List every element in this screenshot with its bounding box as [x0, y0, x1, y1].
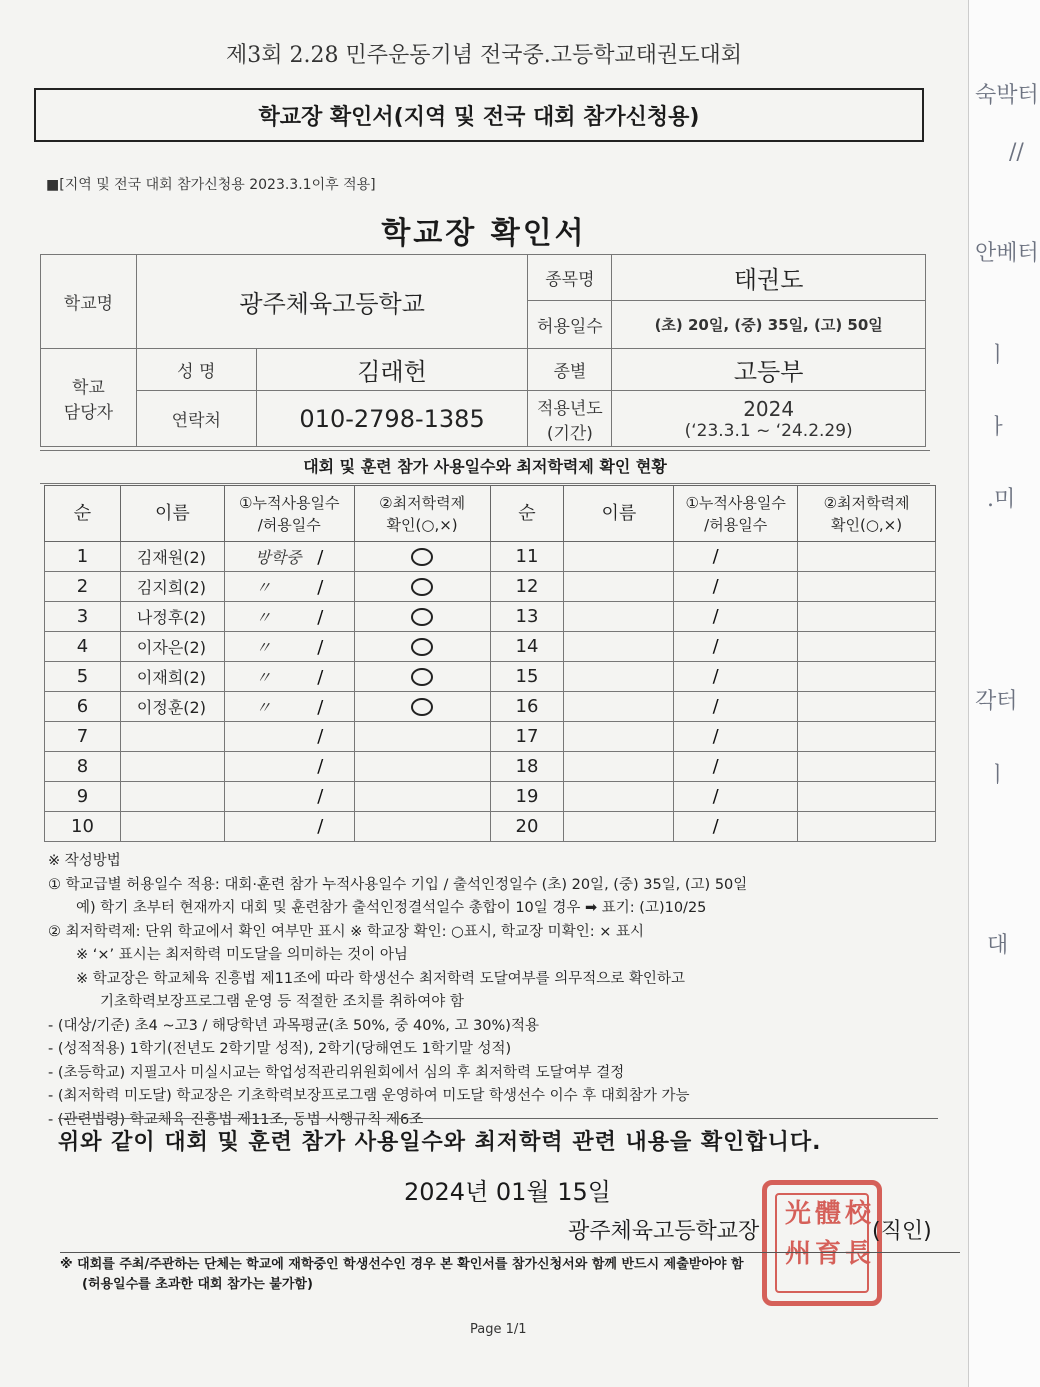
days-cell — [224, 572, 354, 602]
check-cell — [798, 692, 936, 722]
check-cell — [798, 662, 936, 692]
sport-label: 종목명 — [528, 255, 612, 301]
row-no: 6 — [45, 692, 121, 722]
row-no: 1 — [45, 542, 121, 572]
check-cell — [354, 602, 490, 632]
days-cell — [674, 602, 798, 632]
days-cell — [674, 812, 798, 842]
row-no: 10 — [45, 812, 121, 842]
category-label: 종별 — [528, 349, 612, 391]
seal-note: (직인) — [872, 1219, 932, 1244]
days-handwritten: 〃 — [255, 578, 272, 597]
confirmation-statement: 위와 같이 대회 및 훈련 참가 사용일수와 최저학력 관련 내용을 확인합니다. — [58, 1118, 938, 1156]
col-days-line2: /허용일수 — [257, 515, 321, 534]
check-circle-mark — [411, 668, 433, 686]
slash-mark: / — [317, 637, 324, 658]
side-note: 안베터 — [975, 241, 1039, 266]
days-cell — [224, 722, 354, 752]
col-days-line1: ①누적사용일수 — [239, 493, 340, 512]
col-check-right — [798, 486, 936, 542]
check-cell — [354, 782, 490, 812]
student-name — [564, 692, 674, 722]
allowed-days-value: (초) 20일, (중) 35일, (고) 50일 — [612, 301, 926, 349]
days-handwritten: 〃 — [255, 638, 272, 657]
check-cell — [354, 662, 490, 692]
row-no: 19 — [490, 782, 564, 812]
name-value: 김래헌 — [256, 349, 528, 391]
slash-mark: / — [317, 667, 324, 688]
student-name: 김재원(2) — [120, 542, 224, 572]
table-row — [45, 812, 936, 842]
col-check-line1: ②최저학력제 — [379, 493, 466, 512]
check-cell — [798, 572, 936, 602]
adjacent-page-edge — [968, 0, 1040, 1387]
col-check-left — [354, 486, 490, 542]
col-days-line1: ①누적사용일수 — [685, 493, 786, 512]
days-cell — [224, 632, 354, 662]
slash-mark: / — [712, 606, 719, 627]
col-check-line1: ②최저학력제 — [823, 493, 910, 512]
side-note: // — [1009, 140, 1024, 165]
student-name: 나정후(2) — [120, 602, 224, 632]
instruction-line: ① 학교급별 허용일수 적용: 대회·훈련 참가 누적사용일수 기입 / 출석인정일수 (초) 20일, (중) 35일, (고) 50일 — [48, 876, 748, 893]
row-no: 18 — [490, 752, 564, 782]
col-check-line2: 확인(○,×) — [386, 515, 458, 534]
check-cell — [798, 722, 936, 752]
student-name — [564, 662, 674, 692]
check-cell — [354, 542, 490, 572]
row-no: 9 — [45, 782, 121, 812]
slash-mark: / — [317, 577, 324, 598]
instruction-line: ※ ‘×’ 표시는 최저학력 미도달을 의미하는 것이 아님 — [76, 947, 408, 963]
side-note: ㅣ — [987, 343, 1009, 368]
instruction-line: ※ 작성방법 — [48, 853, 121, 869]
slash-mark: / — [317, 607, 324, 628]
slash-mark: / — [712, 636, 719, 657]
check-cell — [798, 812, 936, 842]
side-note: ㅣ — [987, 763, 1009, 788]
allowed-days-label: 허용일수 — [528, 301, 612, 349]
slash-mark: / — [712, 696, 719, 717]
days-cell — [674, 632, 798, 662]
slash-mark: / — [317, 697, 324, 718]
check-cell — [354, 752, 490, 782]
check-cell — [354, 632, 490, 662]
table-row — [45, 692, 936, 722]
col-days-left — [224, 486, 354, 542]
days-cell — [224, 812, 354, 842]
school-label: 학교명 — [41, 255, 137, 349]
col-no-right: 순 — [490, 486, 564, 542]
contact-label: 연락처 — [136, 391, 256, 447]
year-value: 2024 — [743, 396, 795, 421]
col-days-line2: /허용일수 — [704, 515, 768, 534]
event-title: 제3회 2.28 민주운동기념 전국중.고등학교태권도대회 — [226, 43, 742, 68]
instruction-line: - (대상/기준) 초4 ~고3 / 해당학년 과목평균(초 50%, 중 40%, 고 30%)적용 — [48, 1017, 539, 1034]
check-circle-mark — [411, 638, 433, 656]
check-cell — [354, 722, 490, 752]
col-name-left: 이름 — [120, 486, 224, 542]
slash-mark: / — [317, 756, 324, 777]
slash-mark: / — [317, 726, 324, 747]
student-name: 이재희(2) — [120, 662, 224, 692]
footnote-line1: ※ 대회를 주최/주관하는 단체는 학교에 재학중인 학생선수인 경우 본 확인서를 참가신청서와 함께 반드시 제출받아야 함 — [60, 1257, 744, 1272]
side-note: ㅏ — [987, 415, 1009, 440]
row-no: 12 — [490, 572, 564, 602]
instruction-line: - (초등학교) 지필고사 미실시교는 학업성적관리위원회에서 심의 후 최저학력 도달여부 결정 — [48, 1064, 625, 1081]
row-no: 5 — [45, 662, 121, 692]
table-row — [45, 752, 936, 782]
check-cell — [354, 812, 490, 842]
student-name — [564, 632, 674, 662]
manager-label-line2: 담당자 — [63, 402, 114, 423]
table-row — [45, 602, 936, 632]
days-cell — [674, 782, 798, 812]
check-cell — [798, 782, 936, 812]
days-handwritten: 방학중 — [255, 548, 302, 567]
side-note: .미 — [987, 487, 1016, 512]
row-no: 4 — [45, 632, 121, 662]
col-no-left: 순 — [45, 486, 121, 542]
instruction-line: ② 최저학력제: 단위 학교에서 확인 여부만 표시 ※ 학교장 확인: ○표시, 학교장 미확인: × 표시 — [48, 923, 644, 940]
form-title: 학교장 확인서(지역 및 전국 대회 참가신청용) — [258, 104, 700, 130]
instruction-line: ※ 학교장은 학교체육 진흥법 제11조에 따라 학생선수 최저학력 도달여부를 의무적으로 확인하고 — [76, 970, 685, 987]
school-info-table — [40, 254, 926, 447]
slash-mark: / — [712, 786, 719, 807]
row-no: 11 — [490, 542, 564, 572]
name-label: 성 명 — [136, 349, 256, 391]
student-name: 김지희(2) — [120, 572, 224, 602]
check-cell — [354, 692, 490, 722]
side-note: 숙박터 — [975, 83, 1039, 108]
slash-mark: / — [712, 816, 719, 837]
instruction-line: - (관련법령) 학교체육 진흥법 제11조, 동법 시행규칙 제6조 — [48, 1111, 424, 1128]
row-no: 8 — [45, 752, 121, 782]
col-check-line2: 확인(○,×) — [830, 515, 903, 534]
page-number: Page 1/1 — [470, 1322, 527, 1337]
school-value: 광주체육고등학교 — [136, 255, 528, 349]
student-name: 이자은(2) — [120, 632, 224, 662]
days-cell — [674, 692, 798, 722]
slash-mark: / — [712, 546, 719, 567]
apply-note: ■[지역 및 전국 대회 참가신청용 2023.3.1이후 적용] — [46, 177, 376, 193]
row-no: 20 — [490, 812, 564, 842]
days-cell — [224, 692, 354, 722]
check-cell — [354, 572, 490, 602]
contact-value: 010-2798-1385 — [256, 391, 528, 447]
student-name — [120, 722, 224, 752]
instruction-line: 예) 학기 초부터 현재까지 대회 및 훈련참가 출석인정결석일수 총합이 10일 경우 ➡ 표기: (고)10/25 — [76, 900, 707, 916]
slash-mark: / — [712, 726, 719, 747]
slash-mark: / — [712, 576, 719, 597]
period-value: (‘23.3.1 ~ ‘24.2.29) — [684, 420, 853, 441]
student-name — [564, 782, 674, 812]
student-name — [120, 752, 224, 782]
table-row — [45, 662, 936, 692]
days-cell — [674, 662, 798, 692]
footnote — [60, 1252, 960, 1295]
footnote-line2: (허용일수를 초과한 대회 참가는 불가함) — [82, 1277, 313, 1292]
table-row — [45, 542, 936, 572]
student-name — [564, 812, 674, 842]
days-cell — [674, 542, 798, 572]
manager-label-line1: 학교 — [72, 377, 105, 398]
days-cell — [674, 722, 798, 752]
student-name — [564, 542, 674, 572]
days-cell — [224, 542, 354, 572]
row-no: 13 — [490, 602, 564, 632]
row-no: 17 — [490, 722, 564, 752]
year-label-line2: (기간) — [546, 423, 593, 444]
category-value: 고등부 — [612, 349, 926, 391]
student-name — [564, 572, 674, 602]
days-handwritten: 〃 — [255, 668, 272, 687]
check-circle-mark — [411, 548, 433, 566]
confirmation-date: 2024년 01월 15일 — [404, 1178, 611, 1206]
year-cell — [612, 391, 926, 447]
check-cell — [798, 752, 936, 782]
row-no: 15 — [490, 662, 564, 692]
check-circle-mark — [411, 698, 433, 716]
side-note: 각터 — [975, 689, 1018, 714]
instruction-line: - (최저학력 미도달) 학교장은 기초학력보장프로그램 운영하여 미도달 학생선수 이수 후 대회참가 가능 — [48, 1088, 690, 1104]
instruction-line: 기초학력보장프로그램 운영 등 적절한 조치를 취하여야 함 — [100, 994, 464, 1010]
days-handwritten: 〃 — [255, 698, 272, 717]
days-cell — [224, 752, 354, 782]
student-name: 이정훈(2) — [120, 692, 224, 722]
main-title: 학교장 확인서 — [381, 216, 587, 251]
manager-label — [41, 349, 137, 447]
check-cell — [798, 632, 936, 662]
table-row — [45, 782, 936, 812]
row-no: 2 — [45, 572, 121, 602]
slash-mark: / — [712, 666, 719, 687]
check-circle-mark — [411, 608, 433, 626]
check-circle-mark — [411, 578, 433, 596]
table-row — [45, 572, 936, 602]
student-name — [564, 752, 674, 782]
sport-value: 태권도 — [612, 255, 926, 301]
instructions — [48, 850, 928, 1132]
form-title-box — [34, 88, 924, 142]
slash-mark: / — [317, 547, 324, 568]
slash-mark: / — [712, 756, 719, 777]
signer-name: 광주체육고등학교장 — [568, 1219, 760, 1244]
instruction-line: - (성적적용) 1학기(전년도 2학기말 성적), 2학기(당해연도 1학기말 성적) — [48, 1041, 512, 1057]
row-no: 16 — [490, 692, 564, 722]
days-cell — [674, 572, 798, 602]
official-seal: 光 體 校 州 育 長 — [762, 1180, 882, 1306]
table-row — [45, 722, 936, 752]
col-days-right — [674, 486, 798, 542]
student-name — [120, 812, 224, 842]
student-name — [564, 722, 674, 752]
row-no: 3 — [45, 602, 121, 632]
days-cell — [224, 602, 354, 632]
check-cell — [798, 542, 936, 572]
year-label — [528, 391, 612, 447]
days-cell — [224, 662, 354, 692]
slash-mark: / — [317, 816, 324, 837]
row-no: 14 — [490, 632, 564, 662]
days-handwritten: 〃 — [255, 608, 272, 627]
days-cell — [224, 782, 354, 812]
year-label-line1: 적용년도 — [537, 398, 603, 419]
row-no: 7 — [45, 722, 121, 752]
days-cell — [674, 752, 798, 782]
side-note: 대 — [987, 933, 1009, 958]
check-cell — [798, 602, 936, 632]
roster-table — [44, 485, 936, 842]
table-row — [45, 632, 936, 662]
roster-section-title: 대회 및 훈련 참가 사용일수와 최저학력제 확인 현황 — [40, 450, 930, 484]
slash-mark: / — [317, 786, 324, 807]
student-name — [120, 782, 224, 812]
col-name-right: 이름 — [564, 486, 674, 542]
student-name — [564, 602, 674, 632]
